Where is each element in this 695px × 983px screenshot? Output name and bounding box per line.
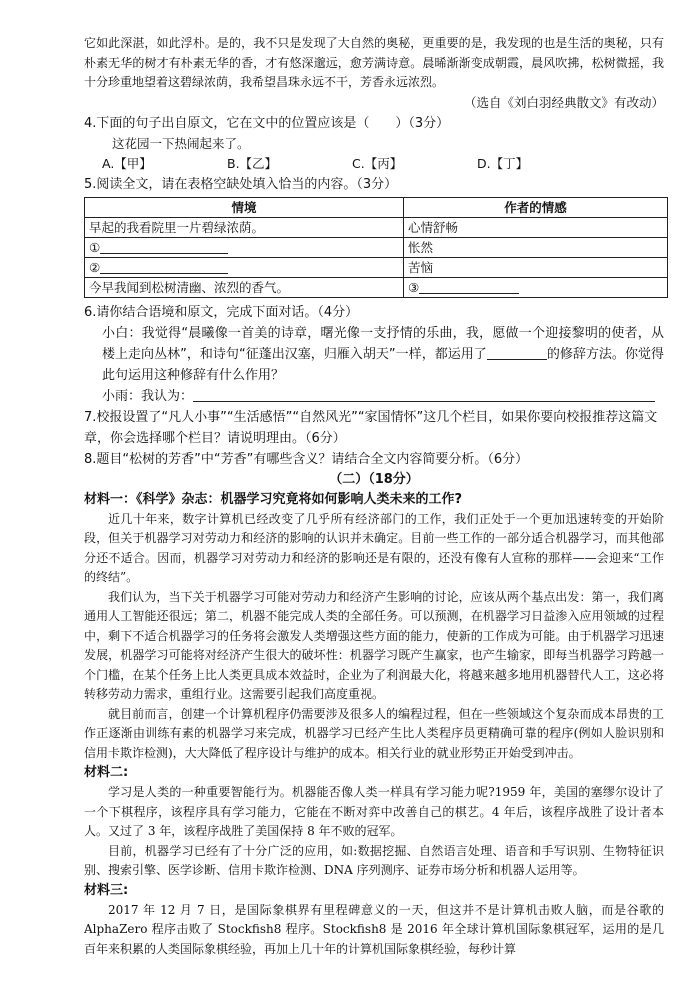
table-row xyxy=(85,217,668,237)
table-cell-feeling: 苦恼 xyxy=(404,257,668,277)
material-1-paragraph: 我们认为，当下关于机器学习可能对劳动力和经济产生影响的讨论，应该从两个基点出发：第一，我们离通用人工智能还很远；第二，机器不能完成人类的全部任务。可以预测，在机器学习日益渗入应用领域的过程中，剩下不适合机器学习的任务将会激发人类增强这些方面的能力，使新的工作成为可能。由于机器学习迅速发展，机器学习可能将对经济产生很大的破坏性：机器学习既产生赢家，也产生输家，即每当机器学习跨越一个门槛，在某个任务上比人类更具成本效益时，企业为了利润最大化，将越来越多地用机器替代人工，这必将转移劳动力需求，重组行业。这需要引起我们高度重视。 xyxy=(84,589,664,701)
exam-page xyxy=(84,34,664,959)
question-8: 8.题目“松树的芳香”中“芳香”有哪些含义？请结合全文内容简要分析。（6分） xyxy=(84,451,529,467)
table-cell-scene: 早起的我看院里一片碧绿浓荫。 xyxy=(85,217,404,237)
table-row xyxy=(85,277,668,297)
section-title: （二）（18分） xyxy=(329,471,419,487)
table-cell-feeling[interactable] xyxy=(404,277,668,297)
table-header-scene: 情境 xyxy=(85,197,404,217)
table-cell-scene: 今早我闻到松树清幽、浓烈的香气。 xyxy=(85,277,404,297)
table-row xyxy=(85,257,668,277)
table-cell-feeling: 心情舒畅 xyxy=(404,217,668,237)
passage-source: （选自《刘白羽经典散文》有改动） xyxy=(463,94,664,110)
material-1-title: 材料一：《科学》杂志：机器学习究竟将如何影响人类未来的工作? xyxy=(84,491,463,507)
material-3-paragraph: 2017 年 12 月 7 日，是国际象棋界有里程碑意义的一天，但这并不是计算机击败人脑，而是谷歌的 AlphaZero 程序击败了 Stockfish8 程序。Stockfish8 是 2016 年全球计算机国际象棋冠军，运用的是几百年来积累的人类国际象棋经验，再加上几十年的计算机国际象棋经验，每秒计算 xyxy=(84,902,664,956)
table-cell-scene[interactable] xyxy=(85,257,404,277)
xiaoyu-answer-blank[interactable] xyxy=(193,388,655,402)
dialogue-xiaoyu xyxy=(84,386,664,407)
dialogue-xiaobai-part1: 小白：我觉得“晨曦像一首美的诗章，曙光像一支抒情的乐曲，我，愿做一个迎接黎明的使者，从楼上走向丛林”，和诗句“征蓬出汉塞，归雁入胡天”一样，都运用了 xyxy=(102,325,664,362)
material-1-paragraph: 近几十年来，数字计算机已经改变了几乎所有经济部门的工作，我们正处于一个更加迅速转变的开始阶段，但关于机器学习对劳动力和经济的影响的认识并未确定。目前一些工作的一部分适合机器学习，而其他部分还不适合。因而，机器学习对劳动力和经济的影响还是有限的，还没有像有人宣称的那样——会迎来“工作的终结”。 xyxy=(84,511,664,584)
question-7: 7.校报设置了“凡人小事”“生活感悟”“自然风光”“家国情怀”这几个栏目，如果你要向校报推荐这篇文章，你会选择哪个栏目？请说明理由。（6分） xyxy=(84,409,658,446)
material-1-paragraph: 就目前而言，创建一个计算机程序仍需要涉及很多人的编程过程，但在一些领域这个复杂而成本昂贵的工作正逐渐由训练有素的机器学习来完成，机器学习已经产生比人类程序员更精确可靠的程序(例如人脸识别和信用卡欺诈检测)，大大降低了程序设计与维护的成本。相关行业的就业形势正开始受到冲击。 xyxy=(84,706,664,760)
question-4-sentence: 这花园一下热闹起来了。 xyxy=(112,135,250,151)
table-cell-scene[interactable] xyxy=(85,237,404,257)
option-c[interactable]: C.【丙】 xyxy=(352,155,403,171)
table-row xyxy=(85,237,668,257)
answer-blank-2[interactable] xyxy=(100,260,228,274)
dialogue-xiaobai xyxy=(84,323,664,386)
passage-end: 它如此深湛，如此浮朴。是的，我不只是发现了大自然的奥秘，更重要的是，我发现的也是生活的奥秘，只有朴素无华的树才有朴素无华的香，才有悠深邈远，愈芳满诗意。晨晞渐渐变成朝霞，晨风吹拂，松树微摇，我十分珍重地望着这碧绿浓荫，我希望昌珠永远不干，芳香永远浓烈。 xyxy=(84,36,664,89)
dialogue-xiaobai-part2: 的修辞方法。你觉得此句运用这种修辞有什么作用？ xyxy=(102,346,664,383)
question-4-options xyxy=(84,154,664,174)
option-d[interactable]: D.【丁】 xyxy=(477,155,529,171)
question-5-stem: 5.阅读全文，请在表格空缺处填入恰当的内容。（3分） xyxy=(84,176,398,192)
answer-blank-1[interactable] xyxy=(100,240,228,254)
dialogue-xiaoyu-label: 小雨：我认为： xyxy=(102,388,194,404)
material-2-title: 材料二: xyxy=(84,765,129,780)
question-6-stem: 6.请你结合语境和原文，完成下面对话。（4分） xyxy=(84,304,359,320)
blank-marker-3: ③ xyxy=(408,279,420,295)
blank-marker-1: ① xyxy=(89,239,101,255)
table-header-feeling: 作者的情感 xyxy=(404,197,668,217)
emotion-table xyxy=(84,197,668,298)
rhetoric-blank[interactable] xyxy=(487,346,547,360)
material-2-paragraph: 目前，机器学习已经有了十分广泛的应用，如:数据挖掘、自然语言处理、语音和手写识别、生物特征识别、搜索引擎、医学诊断、信用卡欺诈检测、DNA 序列测序、证券市场分析和机器人运用等。 xyxy=(84,843,664,877)
blank-marker-2: ② xyxy=(89,259,101,275)
answer-blank-3[interactable] xyxy=(419,280,519,294)
material-3-title: 材料三: xyxy=(84,882,129,898)
material-2-paragraph: 学习是人类的一种重要智能行为。机器能否像人类一样具有学习能力呢?1959 年，美国的塞缪尔设计了一个下棋程序，该程序具有学习能力，它能在不断对弈中改善自己的棋艺。4 年后，该程序战胜了设计者本人。又过了 3 年，该程序战胜了美国保持 8 年不败的冠军。 xyxy=(84,785,664,838)
option-b[interactable]: B.【乙】 xyxy=(227,155,278,171)
option-a[interactable]: A.【甲】 xyxy=(102,155,152,171)
question-4-stem: 4.下面的句子出自原文，它在文中的位置应该是（ ）（3分） xyxy=(84,115,450,131)
table-cell-feeling: 怅然 xyxy=(404,237,668,257)
